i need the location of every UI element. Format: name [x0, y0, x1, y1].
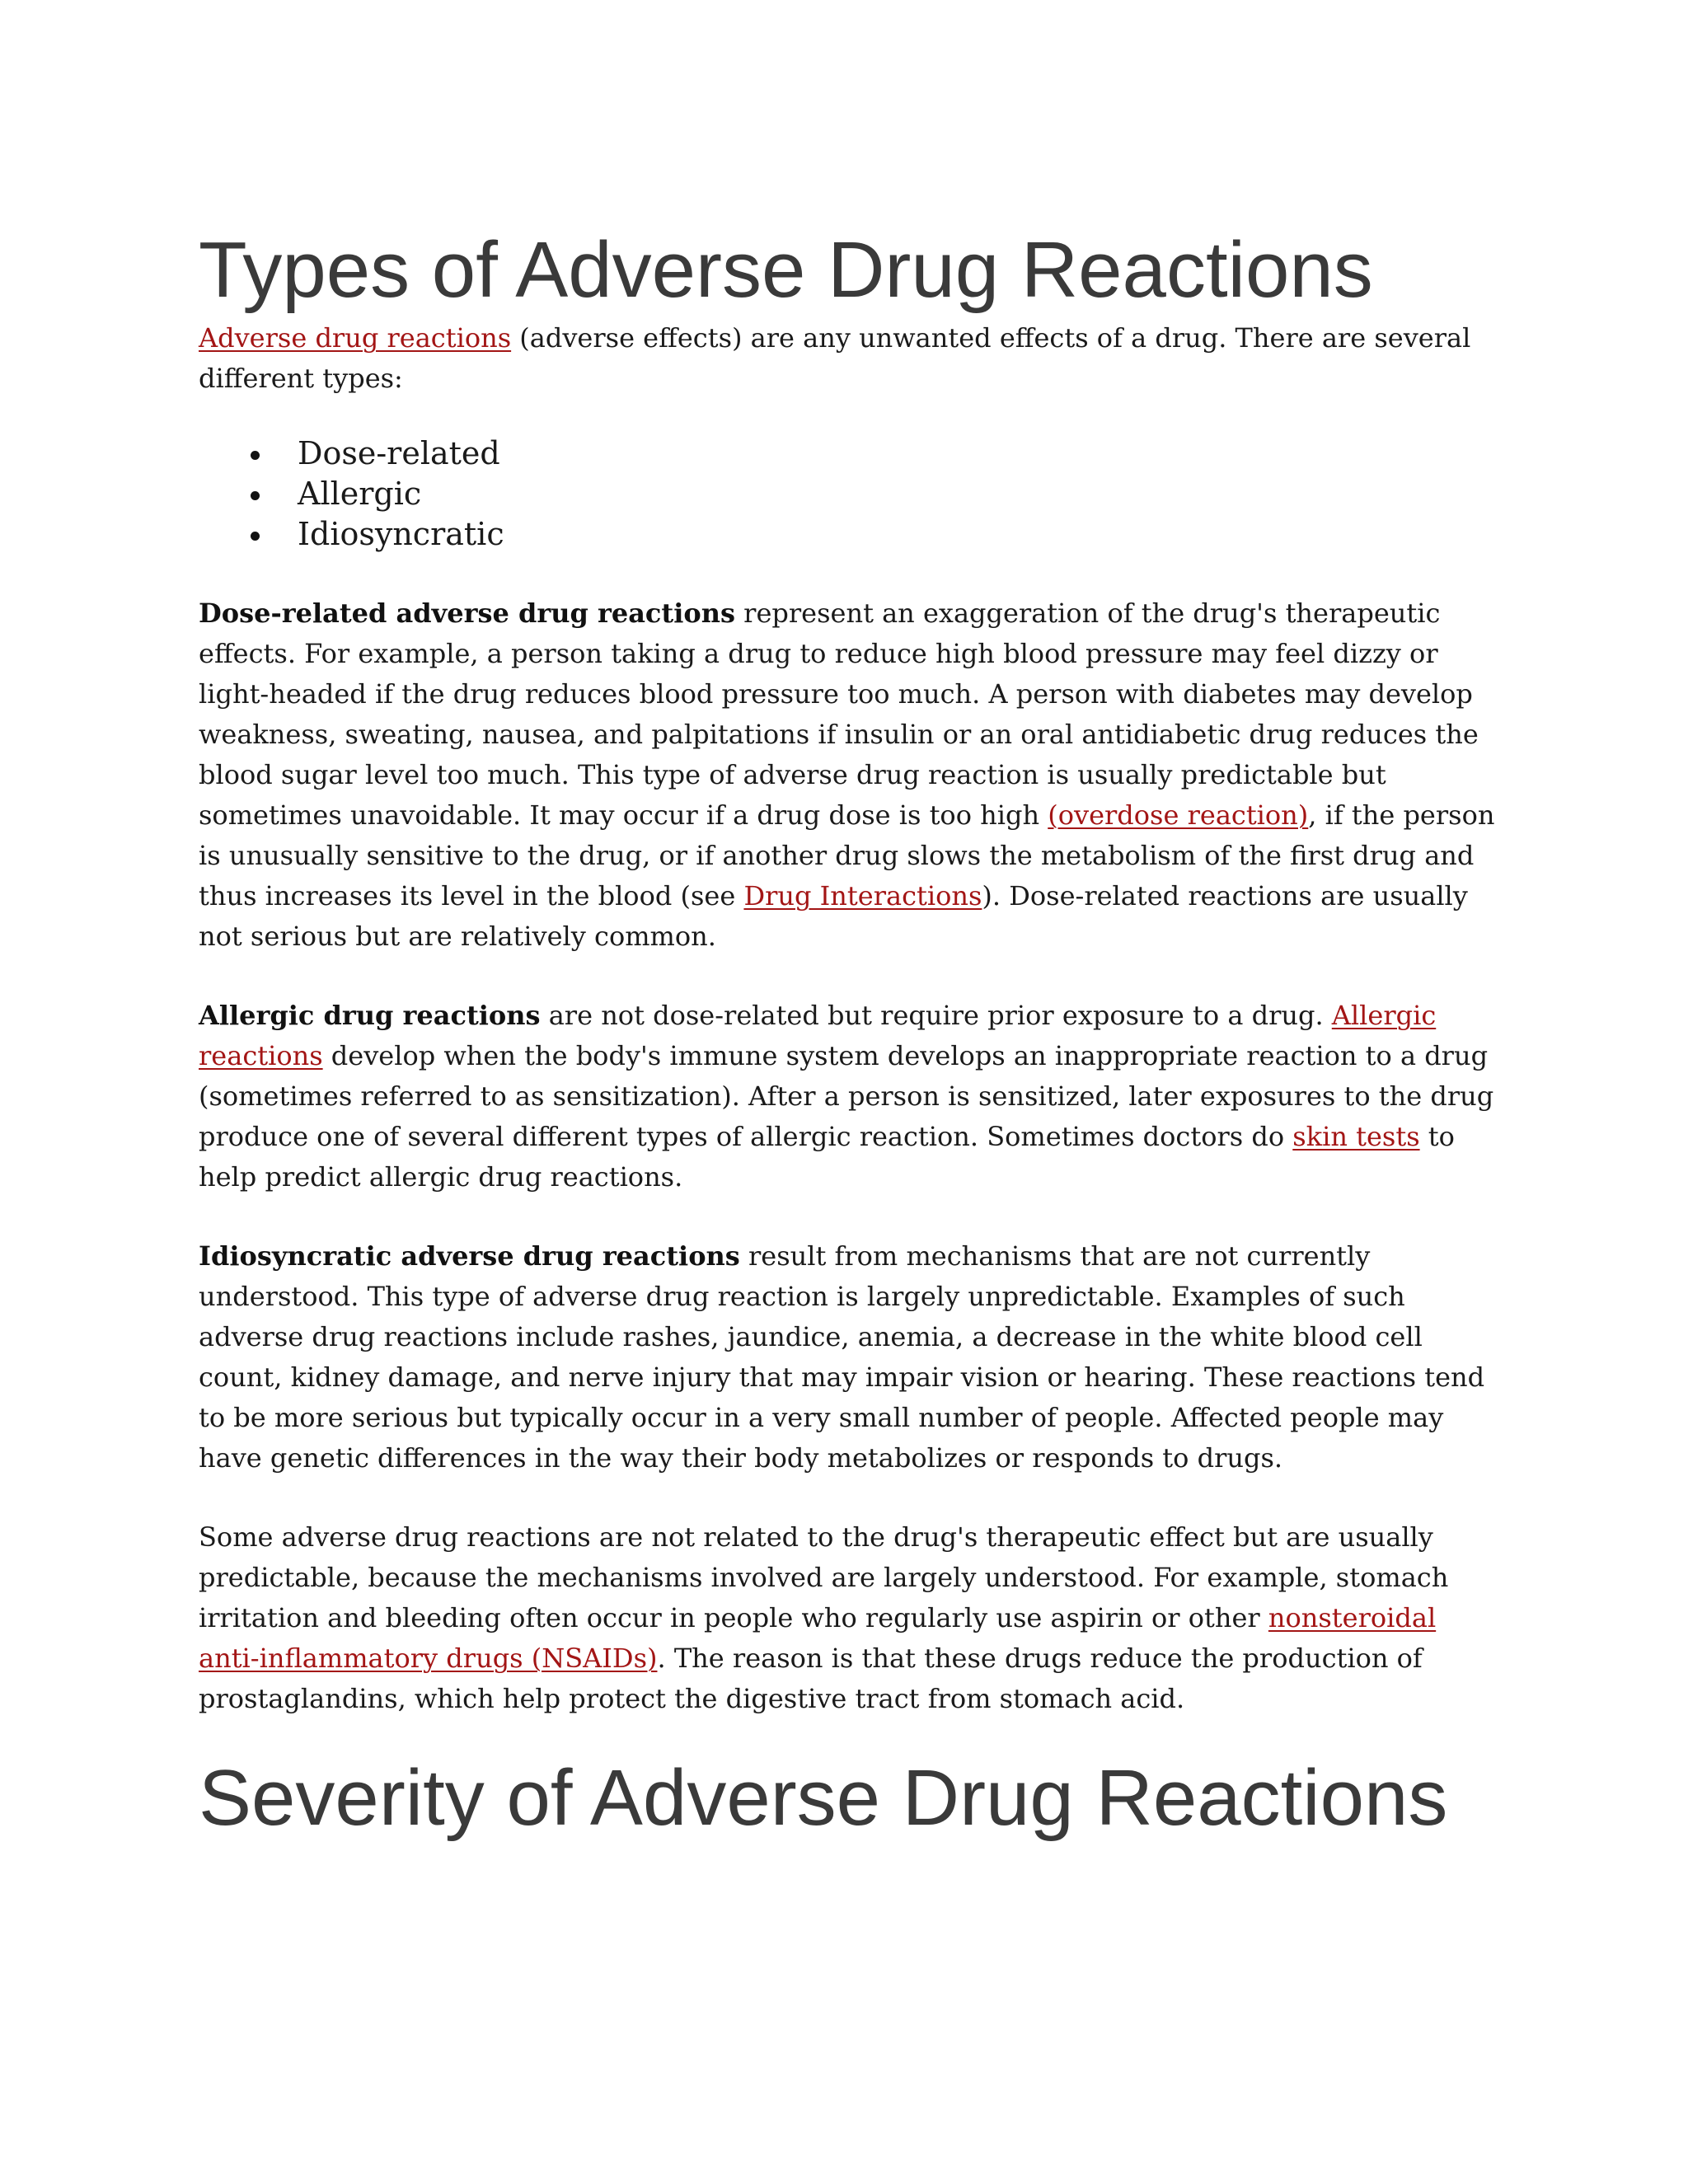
- dose-related-paragraph: Dose-related adverse drug reactions represent an exaggeration of the drug's therapeutic effects. For example, a person taking a drug to reduce high blood pressure may feel dizzy or light-headed if the drug reduces blood pressure too much. A person with diabetes may develop weakness, sweating, nausea, and palpitations if insulin or an oral antidiabetic drug reduces the blood sugar level too much. This type of adverse drug reaction is usually predictable but sometimes unavoidable. It may occur if a drug dose is too high (overdose reaction), if the person is unusually sensitive to the drug, or if another drug slows the metabolism of the first drug and thus increases its level in the blood (see Drug Interactions). Dose-related reactions are usually not serious but are relatively common.: [199, 598, 1495, 952]
- section-title-severity: Severity of Adverse Drug Reactions: [199, 1754, 1448, 1842]
- idiosyncratic-term: Idiosyncratic adverse drug reactions: [199, 1240, 740, 1272]
- list-item: Allergic: [199, 474, 1501, 514]
- list-item: Dose-related: [199, 434, 1501, 474]
- dose-related-term: Dose-related adverse drug reactions: [199, 598, 735, 629]
- drug-interactions-link[interactable]: Drug Interactions: [743, 880, 982, 912]
- allergic-reactions-link[interactable]: Allergic reactions: [199, 1000, 1437, 1071]
- intro-text: (adverse effects) are any unwanted effects of a drug. There are several different types:: [199, 322, 1471, 394]
- skin-tests-link[interactable]: skin tests: [1292, 1121, 1420, 1152]
- idiosyncratic-paragraph: Idiosyncratic adverse drug reactions result from mechanisms that are not currently understood. This type of adverse drug reaction is largely unpredictable. Examples of such adverse drug reactions include rashes, jaundice, anemia, a decrease in the white blood cell count, kidney damage, and nerve injury that may impair vision or hearing. These reactions tend to be more serious but typically occur in a very small number of people. Affected people may have genetic differences in the way their body metabolizes or responds to drugs.: [199, 1240, 1485, 1474]
- allergic-term: Allergic drug reactions: [199, 1000, 541, 1031]
- other-reactions-paragraph: Some adverse drug reactions are not related to the drug's therapeutic effect but are usually predictable, because the mechanisms involved are largely understood. For example, stomach irritation and bleeding often occur in people who regularly use aspirin or other nonsteroidal anti-inflammatory drugs (NSAIDs). The reason is that these drugs reduce the production of prostaglandins, which help protect the digestive tract from stomach acid.: [199, 1521, 1449, 1714]
- nsaids-link[interactable]: nonsteroidal anti-inflammatory drugs (NSAIDs): [199, 1602, 1437, 1674]
- adverse-drug-reactions-link[interactable]: Adverse drug reactions: [199, 322, 512, 354]
- allergic-paragraph: Allergic drug reactions are not dose-related but require prior exposure to a drug. Allergic reactions develop when the body's immune system develops an inappropriate reaction to a drug (sometimes referred to as sensitization). After a person is sensitized, later exposures to the drug produce one of several different types of allergic reaction. Sometimes doctors do skin tests to help predict allergic drug reactions.: [199, 1000, 1494, 1193]
- page-title: Types of Adverse Drug Reactions: [199, 226, 1373, 314]
- list-item: Idiosyncratic: [199, 514, 1501, 555]
- document-page: [199, 223, 1501, 1846]
- overdose-reaction-link[interactable]: (overdose reaction): [1048, 799, 1309, 831]
- types-list: [199, 434, 1501, 555]
- intro-paragraph: [199, 318, 1501, 399]
